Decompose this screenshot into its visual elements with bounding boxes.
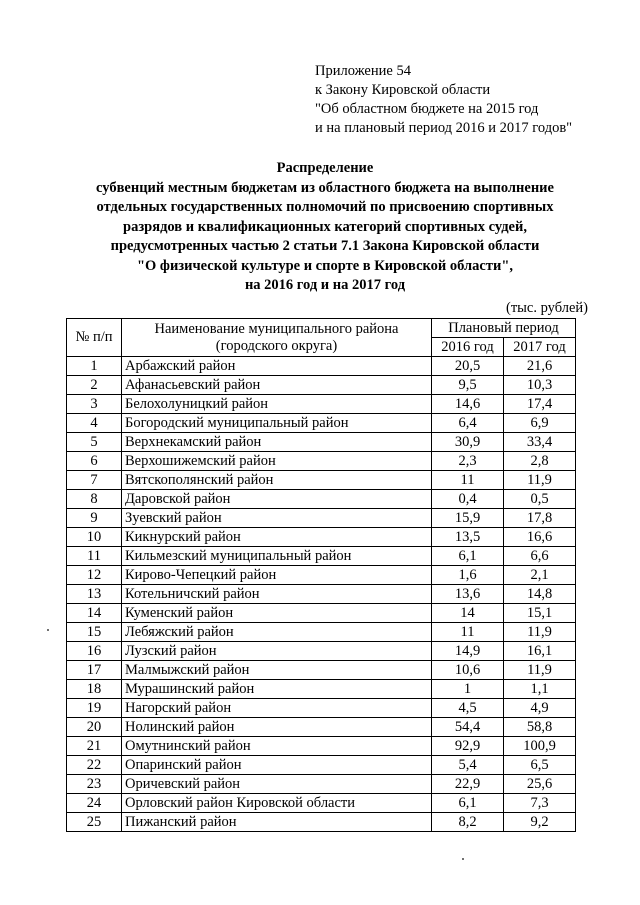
row-value-2016: 8,2 [432, 813, 504, 832]
table-row [67, 756, 576, 775]
row-district-name: Даровской район [122, 490, 432, 509]
row-value-2016: 22,9 [432, 775, 504, 794]
table-row [67, 452, 576, 471]
row-district-name: Верхнекамский район [122, 433, 432, 452]
row-value-2016: 1 [432, 680, 504, 699]
row-value-2017: 0,5 [504, 490, 576, 509]
row-value-2017: 16,1 [504, 642, 576, 661]
row-district-name: Нагорский район [122, 699, 432, 718]
table-row [67, 813, 576, 832]
row-value-2017: 14,8 [504, 585, 576, 604]
row-number: 8 [67, 490, 122, 509]
row-value-2016: 6,1 [432, 794, 504, 813]
row-number: 14 [67, 604, 122, 623]
row-value-2016: 11 [432, 471, 504, 490]
row-value-2016: 9,5 [432, 376, 504, 395]
row-value-2017: 15,1 [504, 604, 576, 623]
row-number: 25 [67, 813, 122, 832]
row-value-2017: 7,3 [504, 794, 576, 813]
row-number: 4 [67, 414, 122, 433]
row-value-2017: 17,8 [504, 509, 576, 528]
row-value-2017: 6,5 [504, 756, 576, 775]
row-value-2017: 58,8 [504, 718, 576, 737]
row-district-name: Кильмезский муниципальный район [122, 547, 432, 566]
header-year-2017: 2017 год [504, 338, 576, 357]
header-period: Плановый период [432, 319, 576, 338]
row-value-2017: 21,6 [504, 357, 576, 376]
row-district-name: Оричевский район [122, 775, 432, 794]
document-title [40, 159, 610, 296]
row-value-2017: 16,6 [504, 528, 576, 547]
row-value-2016: 14,6 [432, 395, 504, 414]
header-name [122, 319, 432, 357]
row-value-2017: 25,6 [504, 775, 576, 794]
row-district-name: Богородский муниципальный район [122, 414, 432, 433]
scan-speck [462, 858, 464, 860]
row-number: 10 [67, 528, 122, 547]
row-value-2017: 10,3 [504, 376, 576, 395]
row-district-name: Опаринский район [122, 756, 432, 775]
header-num: № п/п [67, 319, 122, 357]
row-value-2017: 2,8 [504, 452, 576, 471]
row-district-name: Кикнурский район [122, 528, 432, 547]
table-row [67, 357, 576, 376]
table-row [67, 775, 576, 794]
row-number: 19 [67, 699, 122, 718]
row-value-2016: 14 [432, 604, 504, 623]
row-value-2017: 11,9 [504, 471, 576, 490]
row-value-2017: 2,1 [504, 566, 576, 585]
table-row [67, 509, 576, 528]
row-district-name: Лузский район [122, 642, 432, 661]
row-district-name: Вятскополянский район [122, 471, 432, 490]
row-district-name: Пижанский район [122, 813, 432, 832]
row-value-2016: 30,9 [432, 433, 504, 452]
row-number: 15 [67, 623, 122, 642]
row-number: 16 [67, 642, 122, 661]
title-line-5: предусмотренных частью 2 статьи 7.1 Закона Кировской области [110, 238, 540, 254]
title-line-4: разрядов и квалификационных категорий спортивных судей, [123, 218, 527, 235]
row-value-2016: 13,5 [432, 528, 504, 547]
table-row [67, 623, 576, 642]
row-number: 1 [67, 357, 122, 376]
header-name-line-1: Наименование муниципального района [154, 320, 399, 337]
row-value-2016: 0,4 [432, 490, 504, 509]
units-label: (тыс. рублей) [506, 300, 588, 316]
row-district-name: Кирово-Чепецкий район [122, 566, 432, 585]
row-value-2016: 15,9 [432, 509, 504, 528]
table-row [67, 547, 576, 566]
row-value-2017: 9,2 [504, 813, 576, 832]
distribution-table [66, 318, 576, 832]
table-row [67, 433, 576, 452]
row-value-2016: 13,6 [432, 585, 504, 604]
appendix-line-1: Приложение 54 [315, 63, 411, 79]
row-district-name: Мурашинский район [122, 680, 432, 699]
row-district-name: Нолинский район [122, 718, 432, 737]
table-row [67, 699, 576, 718]
row-number: 24 [67, 794, 122, 813]
title-line-1: Распределение [276, 160, 374, 176]
table-row [67, 414, 576, 433]
row-number: 21 [67, 737, 122, 756]
row-value-2016: 4,5 [432, 699, 504, 718]
row-value-2017: 17,4 [504, 395, 576, 414]
row-number: 23 [67, 775, 122, 794]
row-value-2017: 4,9 [504, 699, 576, 718]
row-district-name: Верхошижемский район [122, 452, 432, 471]
row-district-name: Арбажский район [122, 357, 432, 376]
appendix-line-3: "Об областном бюджете на 2015 год [315, 101, 539, 117]
row-value-2016: 54,4 [432, 718, 504, 737]
row-value-2016: 20,5 [432, 357, 504, 376]
header-year-2016: 2016 год [432, 338, 504, 357]
row-number: 3 [67, 395, 122, 414]
table-row [67, 395, 576, 414]
title-line-3: отдельных государственных полномочий по присвоению спортивных [96, 199, 554, 215]
row-district-name: Афанасьевский район [122, 376, 432, 395]
row-number: 11 [67, 547, 122, 566]
table-row [67, 718, 576, 737]
row-value-2016: 5,4 [432, 756, 504, 775]
row-number: 7 [67, 471, 122, 490]
row-number: 9 [67, 509, 122, 528]
row-district-name: Орловский район Кировской области [122, 794, 432, 813]
row-number: 17 [67, 661, 122, 680]
table-row [67, 737, 576, 756]
row-district-name: Омутнинский район [122, 737, 432, 756]
table-row [67, 490, 576, 509]
row-district-name: Зуевский район [122, 509, 432, 528]
row-number: 18 [67, 680, 122, 699]
title-line-6: "О физической культуре и спорте в Кировской области", [136, 257, 514, 274]
table-row [67, 794, 576, 813]
row-value-2017: 33,4 [504, 433, 576, 452]
row-number: 13 [67, 585, 122, 604]
row-district-name: Малмыжский район [122, 661, 432, 680]
row-value-2016: 92,9 [432, 737, 504, 756]
title-line-7: на 2016 год и на 2017 год [244, 277, 406, 293]
row-value-2017: 6,9 [504, 414, 576, 433]
row-value-2016: 11 [432, 623, 504, 642]
row-value-2017: 11,9 [504, 661, 576, 680]
row-value-2017: 6,6 [504, 547, 576, 566]
row-number: 6 [67, 452, 122, 471]
row-district-name: Лебяжский район [122, 623, 432, 642]
row-value-2016: 14,9 [432, 642, 504, 661]
table-row [67, 376, 576, 395]
header-name-line-2: (городского округа) [215, 337, 338, 354]
appendix-line-2: к Закону Кировской области [315, 82, 491, 98]
row-value-2017: 100,9 [504, 737, 576, 756]
table-row [67, 585, 576, 604]
row-value-2016: 6,1 [432, 547, 504, 566]
table-row [67, 642, 576, 661]
row-district-name: Котельничский район [122, 585, 432, 604]
table-row [67, 661, 576, 680]
row-number: 5 [67, 433, 122, 452]
table-row [67, 528, 576, 547]
table-row [67, 471, 576, 490]
row-number: 2 [67, 376, 122, 395]
appendix-line-4: и на плановый период 2016 и 2017 годов" [315, 120, 573, 136]
table-row [67, 566, 576, 585]
scan-speck [47, 629, 49, 631]
row-value-2016: 6,4 [432, 414, 504, 433]
row-number: 12 [67, 566, 122, 585]
table-row [67, 604, 576, 623]
row-district-name: Куменский район [122, 604, 432, 623]
row-value-2017: 1,1 [504, 680, 576, 699]
row-district-name: Белохолуницкий район [122, 395, 432, 414]
appendix-heading [315, 62, 572, 138]
table-row [67, 680, 576, 699]
row-value-2017: 11,9 [504, 623, 576, 642]
title-line-2: субвенций местным бюджетам из областного бюджета на выполнение [96, 179, 554, 196]
row-value-2016: 1,6 [432, 566, 504, 585]
row-number: 20 [67, 718, 122, 737]
row-number: 22 [67, 756, 122, 775]
row-value-2016: 10,6 [432, 661, 504, 680]
row-value-2016: 2,3 [432, 452, 504, 471]
